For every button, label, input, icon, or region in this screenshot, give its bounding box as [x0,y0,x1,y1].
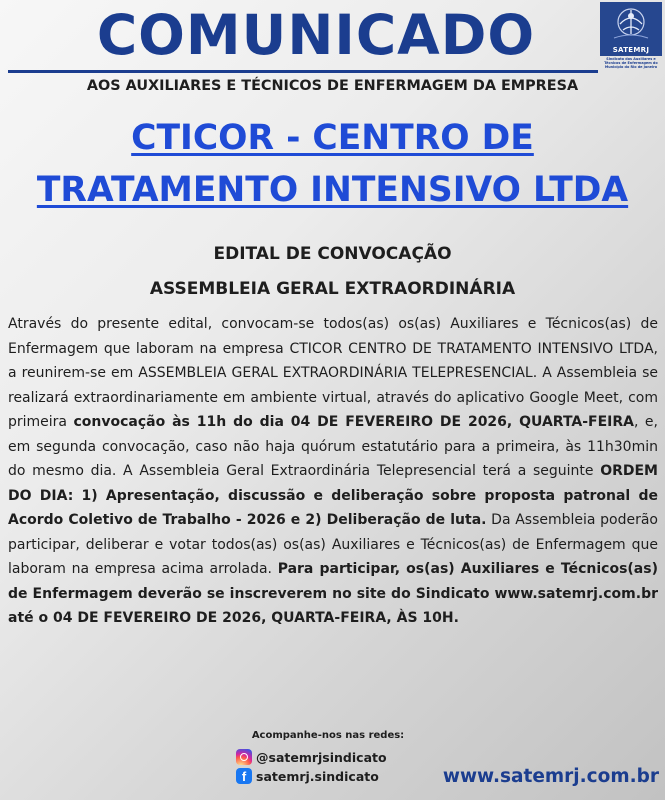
body-bold-1: convocação às 11h do dia 04 DE FEVEREIRO DE 2026, QUARTA-FEIRA [73,414,635,430]
union-logo [600,2,662,77]
instagram-link[interactable] [236,748,387,766]
company-name-line-1: CTICOR - CENTRO DE [131,118,534,158]
logo-name: SATEMRJ [612,46,650,54]
website-link[interactable]: www.satemrj.com.br [442,766,659,787]
body-text-2: , e, em segunda convocação, caso não haja quórum estatutário para a primeira, às 11h30min do mesmo dia. A Assembleia Geral Extraordinária Telepresencial terá a seguinte [8,414,658,479]
company-name [0,112,665,216]
title-underline [8,70,598,73]
notice-body [8,312,658,631]
facebook-handle: satemrj.sindicato [256,768,379,784]
facebook-link[interactable] [236,767,379,785]
body-bold-2: ORDEM DO DIA: 1) Apresentação, discussão e deliberação sobre proposta patronal de Acordo Coletivo de Trabalho - 2026 e 2) Deliberação de luta. [8,463,658,528]
body-text-3: Da Assembleia poderão participar, deliberar e votar todos(as) os(as) Auxiliares e Técnicos(as) de Enfermagem que laboram na empresa acima arrolada. [8,512,658,577]
body-bold-3: Para participar, os(as) Auxiliares e Técnicos(as) de Enfermagem deverão se inscreverem no site do Sindicato www.satemrj.com.br até o 04 DE FEVEREIRO DE 2026, QUARTA-FEIRA, ÀS 10H. [8,561,658,626]
logo-subtitle: Sindicato dos Auxiliares e Técnicos de Enfermagem do Município do Rio de Janeiro [604,57,658,69]
page-title: COMUNICADO [96,3,536,67]
follow-label: Acompanhe-nos nas redes: [251,730,405,741]
notice-title: EDITAL DE CONVOCAÇÃO [213,244,452,264]
instagram-handle: @satemrjsindicato [256,749,387,765]
company-name-line-2: TRATAMENTO INTENSIVO LTDA [36,170,629,210]
logo-symbol-icon [600,2,662,46]
logo-emblem [600,2,662,56]
body-text-1: Através do presente edital, convocam-se todos(as) os(as) Auxiliares e Técnicos(as) de Enfermagem que laboram na empresa CTICOR CENTRO DE TRATAMENTO INTENSIVO LTDA, a reunirem-se em ASSEMBLEIA GERAL EXTRAORDINÁRIA TELEPRESENCIAL. A Assembleia se realizará extraordinariamente em ambiente virtual, através do aplicativo Google Meet, com primeira [8,316,658,430]
instagram-icon [236,749,252,765]
facebook-icon: f [236,768,252,784]
notice-subtitle: ASSEMBLEIA GERAL EXTRAORDINÁRIA [149,279,516,299]
audience-line: AOS AUXILIARES E TÉCNICOS DE ENFERMAGEM DA EMPRESA [86,78,579,94]
